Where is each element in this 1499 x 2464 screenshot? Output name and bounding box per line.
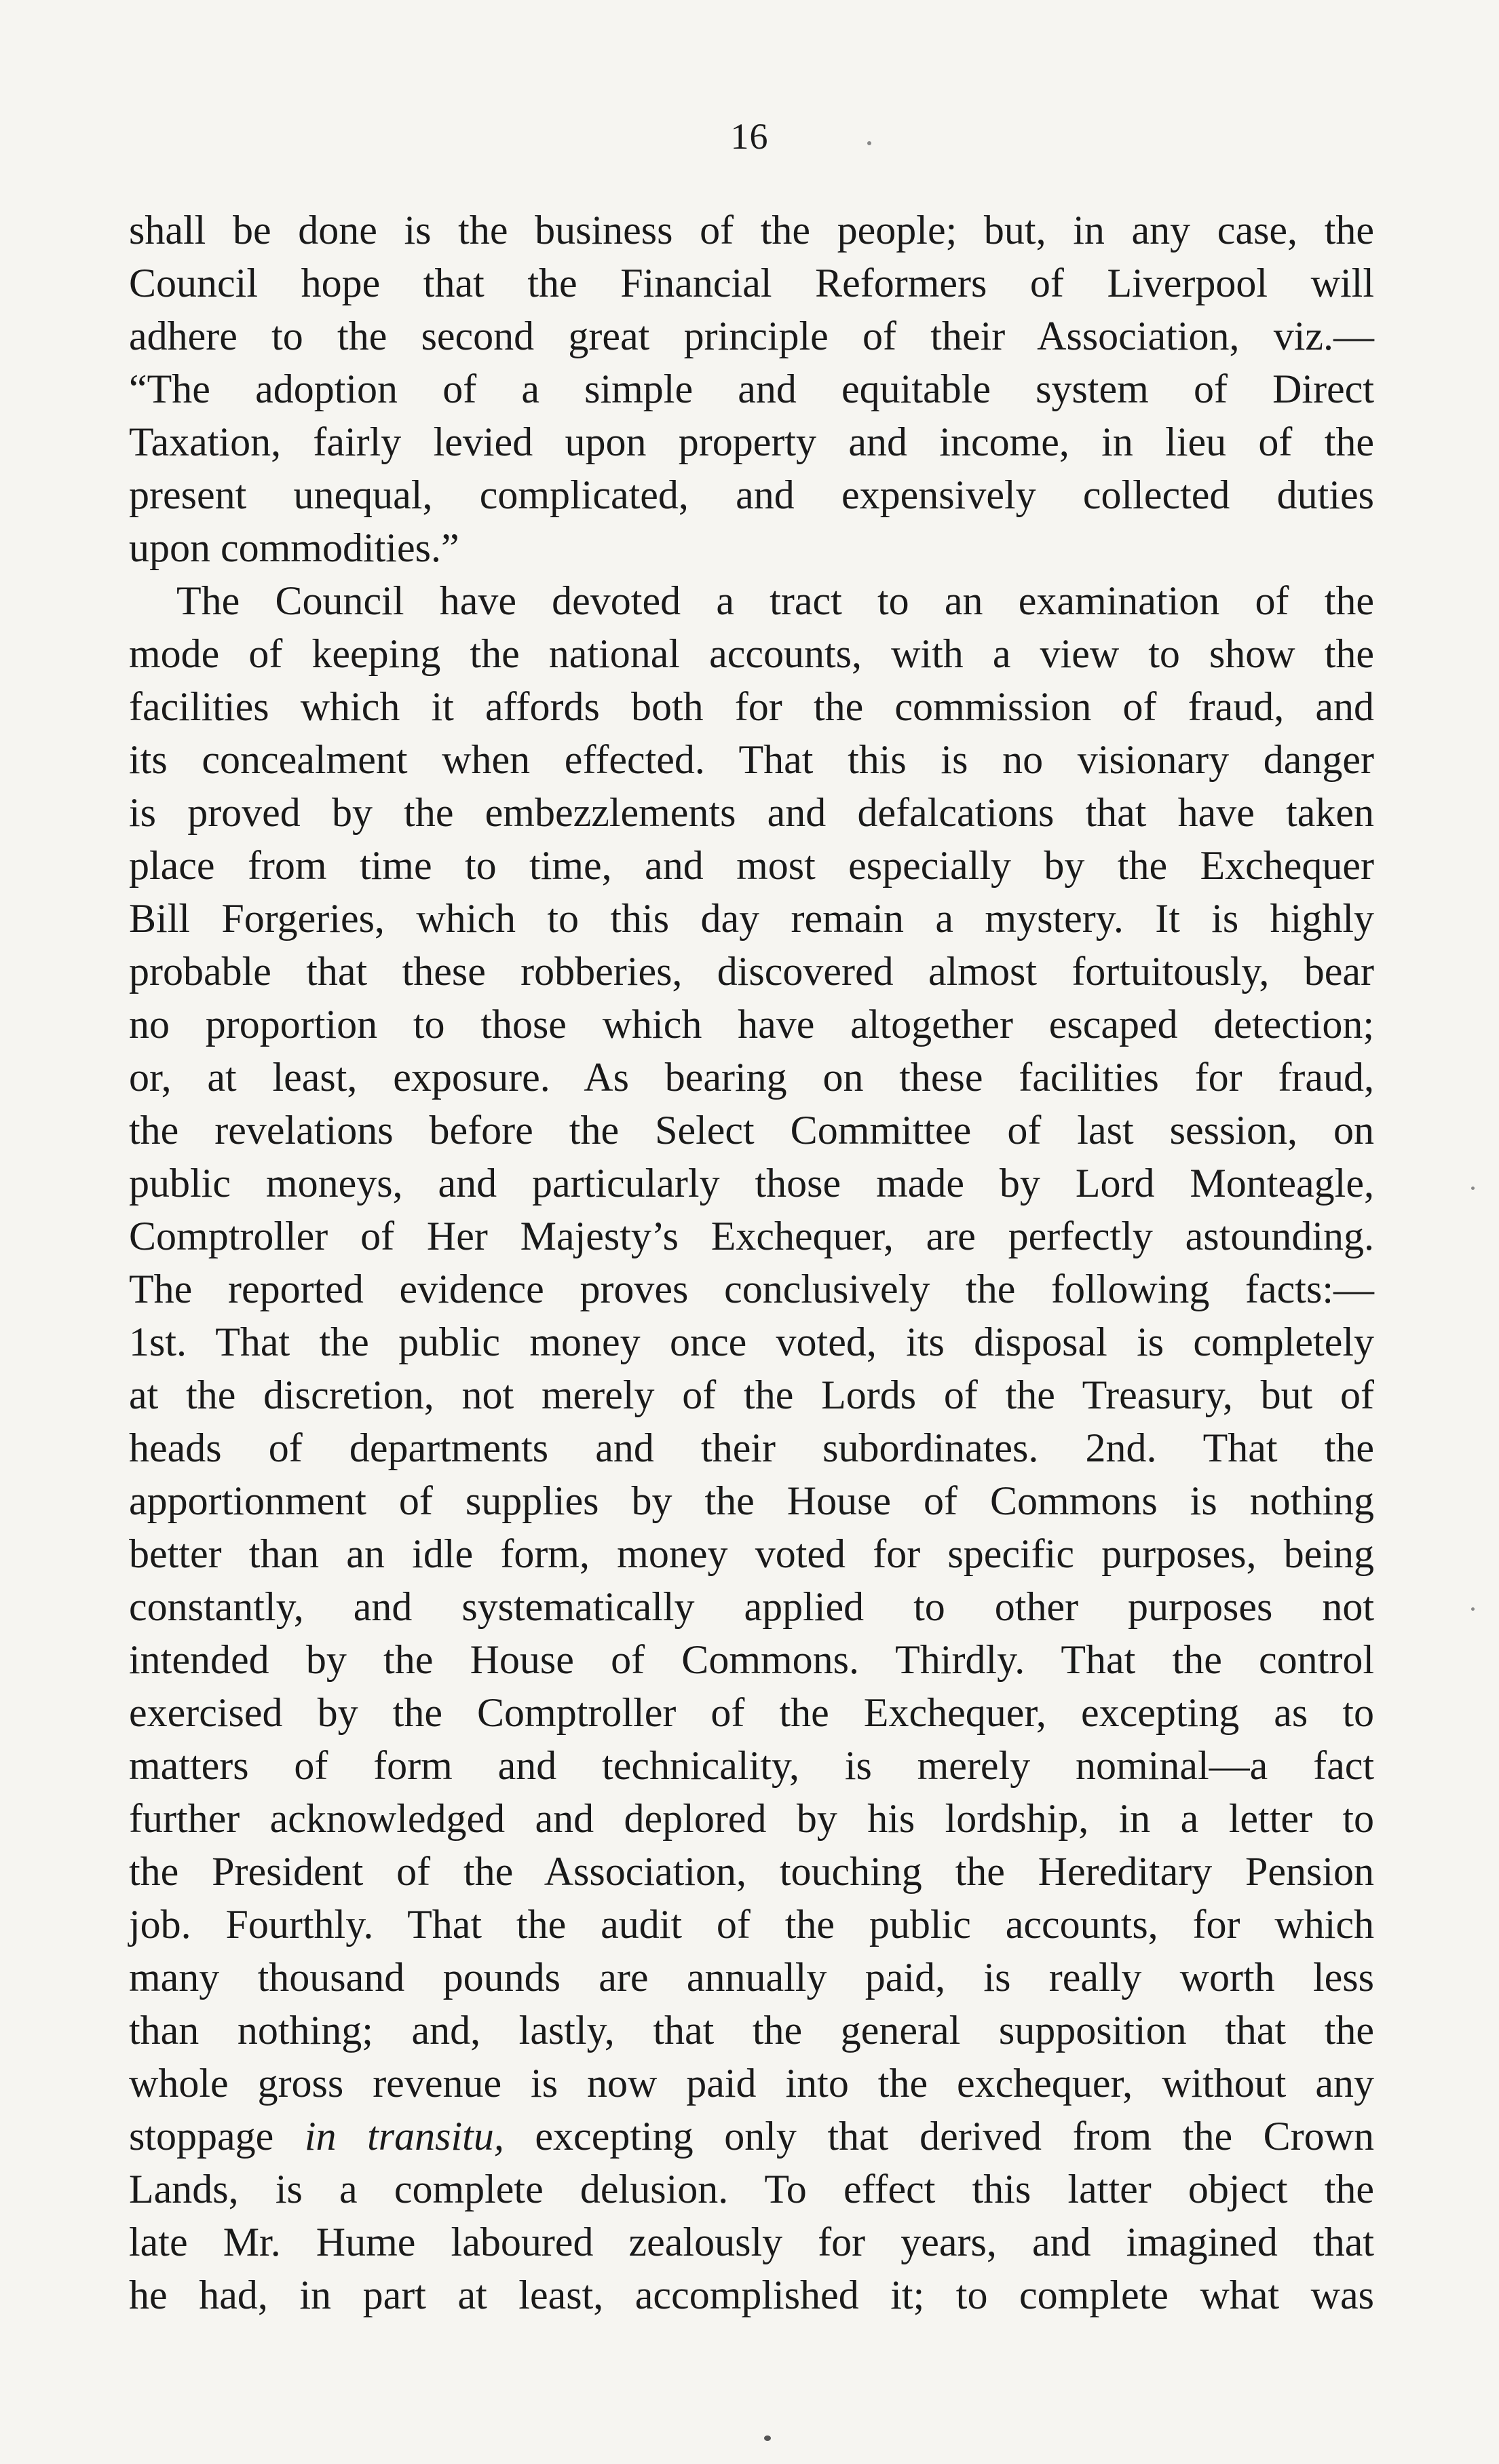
text-line: Council hope that the Financial Reformers of Liverpool will: [129, 261, 1374, 305]
text-line: public moneys, and particularly those made by Lord Monteagle,: [129, 1161, 1374, 1206]
text-line: the President of the Association, touching the Hereditary Pension: [129, 1849, 1374, 1894]
text-line: The reported evidence proves conclusively the following facts:—: [129, 1267, 1374, 1311]
text-line: facilities which it affords both for the commission of fraud, and: [129, 684, 1374, 729]
text-line: whole gross revenue is now paid into the exchequer, without any: [129, 2061, 1374, 2106]
text-line: its concealment when effected. That this is no visionary danger: [129, 737, 1374, 782]
page-speck: [764, 2435, 771, 2441]
text-line: Lands, is a complete delusion. To effect this latter object the: [129, 2167, 1374, 2211]
text-line: upon commodities.”: [129, 525, 459, 570]
text-line: probable that these robberies, discovered almost fortuitously, bear: [129, 949, 1374, 994]
text-fragment: excepting only that derived from the Crown: [504, 2114, 1374, 2159]
text-line: adhere to the second great principle of their Association, viz.—: [129, 314, 1374, 358]
text-line: apportionment of supplies by the House of Commons is nothing: [129, 1478, 1374, 1523]
text-line: late Mr. Hume laboured zealously for years, and imagined that: [129, 2220, 1374, 2264]
text-line: mode of keeping the national accounts, with a view to show the: [129, 631, 1374, 676]
text-line: shall be done is the business of the people; but, in any case, the: [129, 208, 1374, 253]
page-speck: [1471, 1187, 1475, 1190]
text-line: he had, in part at least, accomplished it; to complete what was: [129, 2273, 1374, 2317]
text-line: is proved by the embezzlements and defalcations that have taken: [129, 790, 1374, 835]
text-line: heads of departments and their subordinates. 2nd. That the: [129, 1425, 1374, 1470]
text-line: no proportion to those which have altogether escaped detection;: [129, 1002, 1374, 1047]
text-line: job. Fourthly. That the audit of the public accounts, for which: [129, 1902, 1374, 1947]
text-line: matters of form and technicality, is merely nominal—a fact: [129, 1743, 1374, 1788]
text-line: present unequal, complicated, and expensively collected duties: [129, 472, 1374, 517]
text-line: than nothing; and, lastly, that the general supposition that the: [129, 2008, 1374, 2053]
text-line: 1st. That the public money once voted, its disposal is completely: [129, 1320, 1374, 1364]
text-fragment: stoppage: [129, 2114, 305, 2159]
text-line: better than an idle form, money voted for specific purposes, being: [129, 1531, 1374, 1576]
text-line: “The adoption of a simple and equitable system of Direct: [129, 367, 1374, 411]
text-line: Comptroller of Her Majesty’s Exchequer, are perfectly astounding.: [129, 1214, 1374, 1258]
text-line: constantly, and systematically applied to other purposes not: [129, 1584, 1374, 1629]
page-speck: [1471, 1607, 1475, 1611]
text-line: further acknowledged and deplored by his lordship, in a letter to: [129, 1796, 1374, 1841]
text-line: Taxation, fairly levied upon property and income, in lieu of the: [129, 419, 1374, 464]
text-line: or, at least, exposure. As bearing on these facilities for fraud,: [129, 1055, 1374, 1100]
text-line: The Council have devoted a tract to an examination of the: [176, 578, 1374, 623]
text-line: Bill Forgeries, which to this day remain a mystery. It is highly: [129, 896, 1374, 941]
text-line: intended by the House of Commons. Thirdly. That the control: [129, 1637, 1374, 1682]
page-speck: [867, 141, 871, 145]
page-number: 16: [730, 116, 769, 157]
text-line: at the discretion, not merely of the Lords of the Treasury, but of: [129, 1373, 1374, 1417]
text-line: the revelations before the Select Committee of last session, on: [129, 1108, 1374, 1153]
text-line-italic: [129, 2110, 1374, 2163]
body-text: [129, 204, 1374, 2321]
italic-phrase: in transitu,: [304, 2114, 504, 2159]
text-line: place from time to time, and most especially by the Exchequer: [129, 843, 1374, 888]
text-line: many thousand pounds are annually paid, is really worth less: [129, 1955, 1374, 2000]
text-line: exercised by the Comptroller of the Exchequer, excepting as to: [129, 1690, 1374, 1735]
